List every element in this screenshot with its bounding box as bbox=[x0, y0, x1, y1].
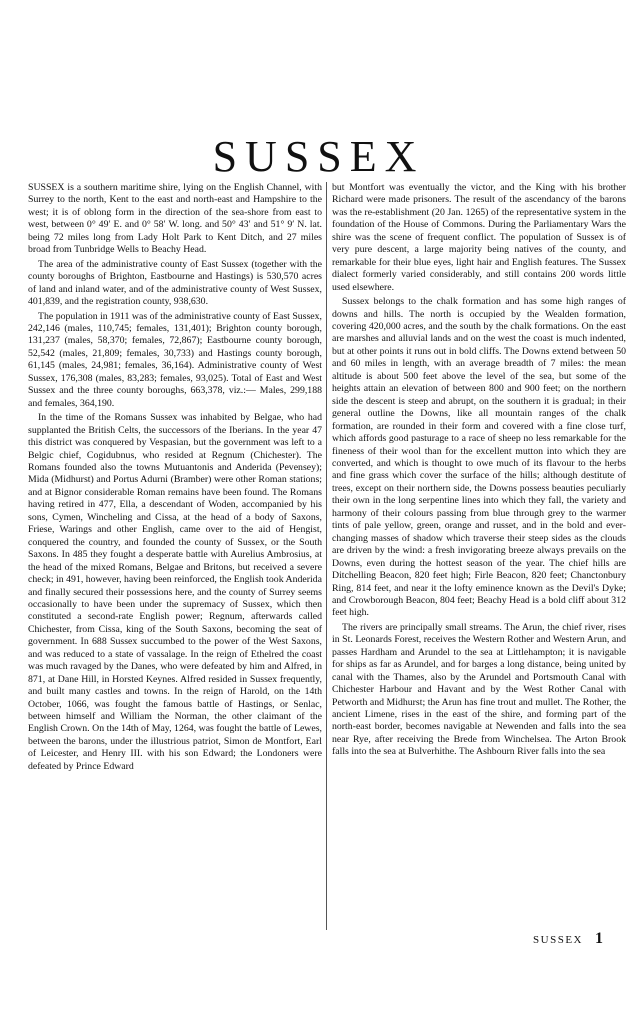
paragraph: In the time of the Romans Sussex was inhabited by Belgae, who had supplanted the British Celts, the successors of the Iberians. In the year 47 this district was conquered by Vespasian, but the government was left to a Belgic chief, Cogidubnus, who resided at Regnum (Chichester). The Romans founded also the towns Mutuantonis and Anderida (Pevensey); Mida (Midhurst) and Portus Adurni (Bramber) were other Roman stations; and at Bignor considerable Roman remains have been found. The Romans having retired in 477, Ella, a descendant of Woden, accompanied by his sons, Cymen, Wincheling and Cissa, at the head of a body of Saxons, Friese, Warings and other English, came over to the aid of Hengist, conquered the country, and founded the county of Sussex, or the South Saxons. In 485 they fought a desperate battle with Aurelius Ambrosius, at the head of the mixed Romans, Belgae and Britons, but received a severe check; in 491, however, having been reinforced, the English took Anderida and finally secured their possessions here, and the county of Surrey seems occasionally to have been under the supremacy of Sussex, which then constituted a second-rate English power; Regnum, afterwards called Chichester, from Cissa, king of the South Saxons, becoming the seat of government. In 688 Sussex succumbed to the power of the West Saxons, and was reduced to a state of vassalage. In the reign of Ethelred the coast was much ravaged by the Danes, who were defeated by him and Alfred, in 871, at Dane Hill, in Horsted Keynes. Alfred resided in Sussex frequently, and built many castles and towns. In the reign of Harold, on the 14th October, 1066, was fought the famous battle of Hastings, or Senlac, between himself and William the Norman, the other claimant of the English Crown. On the 14th of May, 1264, was fought the battle of Lewes, between the barons, under the illustrious patriot, Simon de Montfort, Earl of Leicester, and Henry III. with his son Edward; the Londoners were defeated by Prince Edward bbox=[28, 412, 322, 772]
paragraph: but Montfort was eventually the victor, and the King with his brother Richard were made prisoners. The result of the ascendancy of the barons was the re-establishment (20 Jan. 1265) of the representative system in the foundation of the House of Commons. During the Parliamentary Wars the shire was the scene of frequent conflict. The population of Sussex is of very pure descent, a large majority being natives of the county, and remarkable for their blue eyes, light hair and English features. The Sussex dialect formerly varied considerably, and still contains 200 words little used elsewhere. bbox=[332, 182, 626, 293]
paragraph: The population in 1911 was of the administrative county of East Sussex, 242,146 (males, 110,745; females, 131,401); Brighton county borough, 131,237 (males, 58,370; females, 72,867); Eastbourne county borough, 52,542 (males, 21,809; females, 30,733) and Hastings county borough, 61,145 (males, 24,981; females, 36,164). Administrative county of West Sussex, 176,308 (males, 83,283; females, 93,025). Total of East and West Sussex and the three county boroughs, 663,378, viz.:— Males, 299,188 and females, 364,190. bbox=[28, 310, 322, 409]
page-footer bbox=[533, 930, 603, 948]
paragraph: SUSSEX is a southern maritime shire, lying on the English Channel, with Surrey to the north, Kent to the east and north-east and Hampshire to the west; it is of oblong form in the direction of the sea-shore from east to west, between 0° 49′ E. and 0° 58′ W. long. and 50° 43′ and 51° 9′ N. lat. being 72 miles long from Lady Holt Park to Kent Ditch, and 27 miles broad from Tunbridge Wells to Beachy Head. bbox=[28, 182, 322, 256]
paragraph: The area of the administrative county of East Sussex (together with the county boroughs of Brighton, Eastbourne and Hastings) is 530,570 acres of land and inland water, and of the administrative county of West Sussex, 401,839, and the registration county, 938,630. bbox=[28, 258, 322, 308]
left-column bbox=[28, 182, 322, 775]
paragraph: Sussex belongs to the chalk formation and has some high ranges of downs and hills. The north is occupied by the Wealden formation, covering 420,000 acres, and the south by the chalk formations. On the east are marshes and alluvial lands and on the west the coast is much indented, but at other points it runs out in bold cliffs. The Downs extend between 50 and 60 miles in length, with an average breadth of 7 miles: the mean altitude is about 500 feet above the level of the sea, but some of the heights attain an elevation of between 800 and 900 feet; on the northern side the descent is steep and abrupt, on the southern it is gradual; in their general outline the Downs, like all mountain ranges of the chalk formation, are rounded in their form and covered with a fine close turf, which affords good pasturage to a race of sheep no less remarkable for the fineness of their wool than for the excellent mutton into which they are converted, and which is thought to owe much of its flavour to the herbs and fine grass which cover the surface of the hills; although destitute of trees, except on their northern side, the Downs possess beauties peculiarly their own in the long serpentine lines into which they fall, the variety and harmony of their colours passing from blue through grey to the warmer tints of pale yellow, green, orange and russet, and in the bold and ever-changing masses of shadow which traverse their steep sides as the clouds are driven by the wind: a fresh invigorating breeze always prevails on the Downs, even during the hottest season of the year. The chief hills are Ditchelling Beacon, 820 feet high; Firle Beacon, 820 feet; Chanctonbury Ring, 814 feet, and near it the lofty eminence known as the Devil's Dyke; and Crowborough Beacon, 804 feet; Beachy Head is a bold cliff about 312 feet high. bbox=[332, 296, 626, 619]
page-number: 1 bbox=[595, 930, 603, 947]
paragraph: The rivers are principally small streams. The Arun, the chief river, rises in St. Leonards Forest, receives the Western Rother and Western Arun, and passes Hardham and Arundel to the sea at Littlehampton; it is navigable for ships as far as Arundel, and for barges a long distance, being united by canal with the Thames, also by the Arundel and Portsmouth Canal with Chichester Harbour and Havant and by the West Rother Canal with Petworth and Midhurst; the Arun has fine trout and mullet. The Rother, the ancient Limene, rises in the east of the shire, and forming part of the north-east border, becomes navigable at Newenden and falls into the sea near Rye, after receiving the Brede from Winchelsea. The Arton Brook falls into the sea at Bulverhithe. The Ashbourn River falls into the sea bbox=[332, 621, 626, 758]
column-divider bbox=[326, 182, 327, 930]
page-title: SUSSEX bbox=[212, 132, 425, 181]
running-head: SUSSEX bbox=[533, 934, 583, 946]
right-column bbox=[332, 182, 626, 761]
